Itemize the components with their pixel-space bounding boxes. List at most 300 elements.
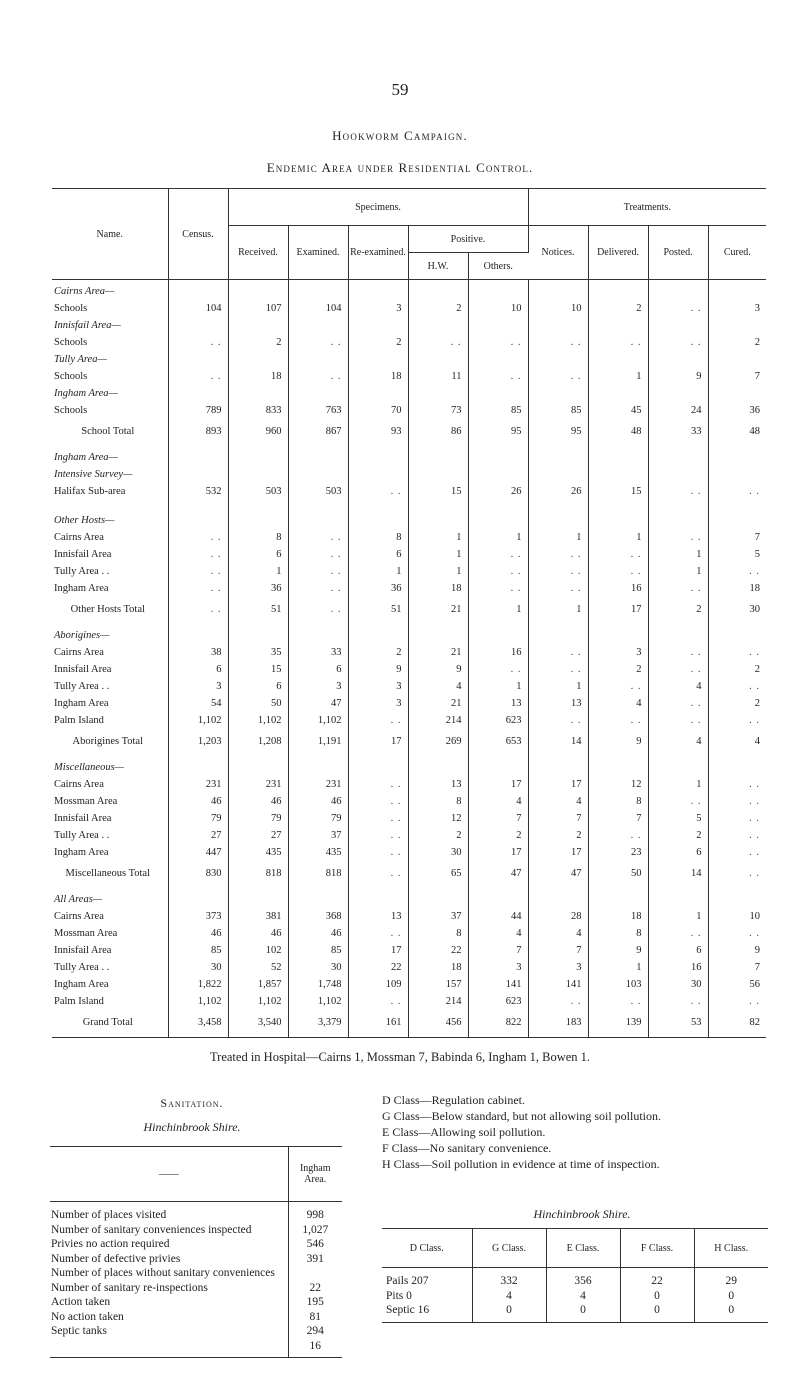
table-cell: 2 (588, 658, 648, 675)
table-cell: . . (648, 990, 708, 1007)
table-cell: 3 (754, 303, 761, 314)
table-cell: . . (468, 331, 528, 348)
h-class-header: H Class. (694, 1229, 768, 1268)
table-cell: . . (168, 560, 228, 577)
table-cell: 33 (648, 416, 708, 446)
sanitation-item-label: Number of sanitary conveniences inspected (51, 1223, 252, 1236)
table-cell: . . (168, 526, 228, 543)
table-cell: 13 (528, 692, 588, 709)
class-definition: D Class—Regulation cabinet. (382, 1093, 525, 1107)
empty-cell (168, 756, 228, 773)
table-cell: . . (348, 790, 408, 807)
table-cell: 37 (288, 824, 348, 841)
section-heading-row (52, 382, 766, 399)
row-name: Tully Area . . (52, 824, 168, 841)
g-class-value: 0 (506, 1304, 512, 1316)
table-cell: 1,102 (288, 990, 348, 1007)
table-cell: 8 (228, 526, 288, 543)
table-cell: 368 (288, 905, 348, 922)
table-row (52, 658, 766, 675)
table-cell: . . (648, 922, 708, 939)
table-row (52, 331, 766, 348)
sanitation-item-label: Number of defective privies (51, 1252, 181, 1265)
total-row (52, 858, 766, 888)
table-cell: 26 (468, 480, 528, 497)
table-cell: 1 (468, 526, 528, 543)
table-cell: 822 (468, 1007, 528, 1038)
table-cell: 183 (528, 1007, 588, 1038)
empty-cell (228, 446, 288, 463)
table-cell: 85 (168, 939, 228, 956)
table-cell: 9 (588, 726, 648, 756)
table-cell: 30 (408, 841, 468, 858)
g-class-value: 332 (500, 1275, 518, 1287)
table-cell: 17 (588, 594, 648, 624)
table-cell: 1 (348, 560, 408, 577)
empty-cell (648, 314, 708, 331)
table-cell: . . (648, 297, 708, 314)
col-reexamined-header: Re-examined. (348, 226, 408, 280)
table-cell: 2 (528, 824, 588, 841)
d-class-header: D Class. (382, 1229, 472, 1268)
row-name: Palm Island (52, 990, 168, 1007)
table-cell: 85 (288, 939, 348, 956)
empty-cell (408, 509, 468, 526)
hookworm-table (52, 188, 766, 1038)
table-cell: 18 (408, 577, 468, 594)
empty-cell (528, 624, 588, 641)
table-cell: 93 (348, 416, 408, 446)
section-heading-row (52, 280, 766, 298)
sanitation-item-label: Number of places without sanitary conveniences (51, 1267, 275, 1279)
empty-cell (348, 314, 408, 331)
table-cell: . . (749, 566, 761, 577)
total-row (52, 726, 766, 756)
table-row (52, 841, 766, 858)
table-cell: 1 (528, 594, 588, 624)
g-class-header: G Class. (472, 1229, 546, 1268)
table-cell: . . (168, 365, 228, 382)
table-cell: 65 (408, 858, 468, 888)
table-cell: . . (468, 577, 528, 594)
table-cell: 1 (588, 365, 648, 382)
table-row (52, 560, 766, 577)
empty-cell (288, 314, 348, 331)
table-cell: 3 (528, 956, 588, 973)
table-cell: 16 (648, 956, 708, 973)
h-class-cell (694, 1268, 768, 1323)
f-class-value: 0 (654, 1289, 660, 1302)
table-cell: 2 (468, 824, 528, 841)
col-delivered-header: Delivered. (588, 226, 648, 280)
table-cell: 27 (228, 824, 288, 841)
table-cell: 13 (468, 692, 528, 709)
table-row (52, 956, 766, 973)
empty-cell (528, 314, 588, 331)
table-cell: 1,822 (168, 973, 228, 990)
table-cell: 104 (168, 297, 228, 314)
e-class-cell (546, 1268, 620, 1323)
empty-cell (168, 280, 228, 298)
table-cell: 70 (348, 399, 408, 416)
empty-cell (468, 314, 528, 331)
table-cell: 4 (648, 726, 708, 756)
sanitation-item-value: 998 (306, 1209, 324, 1221)
empty-cell (348, 509, 408, 526)
table-cell: 818 (288, 858, 348, 888)
empty-cell (648, 382, 708, 399)
table-cell: 9 (408, 658, 468, 675)
table-row (52, 939, 766, 956)
empty-cell (528, 348, 588, 365)
table-cell: 9 (648, 365, 708, 382)
table-cell: . . (348, 841, 408, 858)
empty-cell (228, 280, 288, 298)
sanitation-labels (50, 1202, 288, 1358)
col-hw-header: H.W. (408, 253, 468, 280)
empty-cell (168, 624, 228, 641)
empty-cell (708, 756, 766, 773)
section-heading-row (52, 446, 766, 463)
table-cell: 18 (749, 583, 761, 594)
empty-cell (288, 446, 348, 463)
class-table-row (382, 1268, 768, 1323)
table-cell: 17 (528, 773, 588, 790)
table-cell: 44 (468, 905, 528, 922)
table-cell: 231 (168, 773, 228, 790)
table-cell: 27 (168, 824, 228, 841)
table-cell: . . (528, 365, 588, 382)
table-cell: 7 (468, 807, 528, 824)
table-cell: 7 (754, 532, 761, 543)
sanitation-item-value: 546 (306, 1238, 324, 1250)
table-cell: 435 (228, 841, 288, 858)
table-cell: . . (588, 990, 648, 1007)
table-cell: 14 (528, 726, 588, 756)
table-cell: 45 (588, 399, 648, 416)
table-cell: 1 (468, 594, 528, 624)
table-cell: 1 (408, 526, 468, 543)
g-class-value: 4 (506, 1289, 512, 1302)
table-cell: 2 (228, 331, 288, 348)
table-cell: 2 (754, 337, 761, 348)
empty-cell (588, 888, 648, 905)
class-definition: H Class—Soil pollution in evidence at time of inspection. (382, 1157, 660, 1171)
spacer-cell (528, 497, 588, 509)
table-cell: 7 (754, 371, 761, 382)
table-cell: 18 (228, 365, 288, 382)
empty-cell (228, 509, 288, 526)
empty-cell (528, 463, 588, 480)
table-cell: . . (648, 709, 708, 726)
table-cell: 53 (648, 1007, 708, 1038)
col-examined-header: Examined. (288, 226, 348, 280)
empty-cell (528, 280, 588, 298)
sanitation-item-value: 391 (306, 1252, 324, 1265)
table-cell: 48 (588, 416, 648, 446)
table-cell: 833 (228, 399, 288, 416)
table-cell: 818 (228, 858, 288, 888)
empty-cell (348, 756, 408, 773)
row-name: Innisfail Area (52, 543, 168, 560)
table-cell: 1 (408, 543, 468, 560)
table-cell: . . (749, 996, 761, 1007)
d-class-value: Pails 207 (386, 1275, 429, 1287)
row-name: Innisfail Area (52, 807, 168, 824)
table-cell: . . (588, 824, 648, 841)
table-row (52, 526, 766, 543)
col-received-header: Received. (228, 226, 288, 280)
empty-cell (708, 888, 766, 905)
table-cell: 56 (749, 979, 761, 990)
empty-cell (288, 509, 348, 526)
spacer-cell (288, 497, 348, 509)
table-row (52, 297, 766, 314)
table-cell: 1,857 (228, 973, 288, 990)
table-cell: 73 (408, 399, 468, 416)
table-cell: 2 (588, 297, 648, 314)
empty-cell (408, 756, 468, 773)
row-name: Schools (52, 365, 168, 382)
table-cell: . . (288, 365, 348, 382)
classes-subtitle: Hinchinbrook Shire. (533, 1207, 631, 1221)
table-cell: 50 (228, 692, 288, 709)
table-cell: . . (648, 331, 708, 348)
section-heading: Cairns Area— (52, 280, 168, 298)
table-cell: . . (528, 709, 588, 726)
table-cell: 85 (528, 399, 588, 416)
col-specimens-header: Specimens. (228, 189, 528, 226)
empty-cell (648, 348, 708, 365)
table-cell: 79 (228, 807, 288, 824)
empty-cell (168, 446, 228, 463)
table-cell: 161 (348, 1007, 408, 1038)
table-cell: 3 (348, 675, 408, 692)
table-cell: 51 (348, 594, 408, 624)
table-cell: . . (348, 858, 408, 888)
table-cell: 17 (468, 773, 528, 790)
section-heading: Tully Area— (52, 348, 168, 365)
table-cell: 763 (288, 399, 348, 416)
table-cell: 109 (348, 973, 408, 990)
empty-cell (588, 756, 648, 773)
table-cell: 141 (468, 973, 528, 990)
section-heading: Other Hosts— (52, 509, 168, 526)
row-name: Palm Island (52, 709, 168, 726)
empty-cell (588, 348, 648, 365)
table-row (52, 399, 766, 416)
table-cell: 373 (168, 905, 228, 922)
empty-cell (168, 382, 228, 399)
table-cell: 447 (168, 841, 228, 858)
table-cell: . . (468, 560, 528, 577)
table-cell: 23 (588, 841, 648, 858)
table-cell: 4 (754, 735, 761, 747)
empty-cell (588, 463, 648, 480)
table-cell: 4 (588, 692, 648, 709)
table-cell: . . (528, 560, 588, 577)
table-cell: 16 (588, 577, 648, 594)
row-name: Schools (52, 399, 168, 416)
empty-cell (288, 463, 348, 480)
empty-cell (648, 888, 708, 905)
section-heading-row (52, 624, 766, 641)
col-name-header: Name. (52, 189, 168, 280)
table-cell: 9 (348, 658, 408, 675)
section-heading: Ingham Area— (52, 446, 168, 463)
section-heading-row (52, 509, 766, 526)
table-cell: 6 (288, 658, 348, 675)
table-row (52, 773, 766, 790)
empty-cell (648, 624, 708, 641)
empty-cell (588, 314, 648, 331)
sanitation-item-value: 16 (309, 1339, 321, 1352)
table-cell: 36 (348, 577, 408, 594)
table-cell: . . (588, 331, 648, 348)
table-row (52, 675, 766, 692)
empty-cell (168, 348, 228, 365)
table-row (52, 692, 766, 709)
empty-cell (288, 348, 348, 365)
table-cell: 893 (168, 416, 228, 446)
empty-cell (588, 446, 648, 463)
table-cell: 1 (648, 905, 708, 922)
table-cell: 7 (588, 807, 648, 824)
spacer-cell (648, 497, 708, 509)
empty-cell (168, 463, 228, 480)
empty-cell (708, 509, 766, 526)
table-cell: 1,748 (288, 973, 348, 990)
table-cell: . . (749, 813, 761, 824)
table-cell: 18 (348, 365, 408, 382)
table-cell: 8 (408, 790, 468, 807)
table-cell: 4 (408, 675, 468, 692)
table-cell: . . (648, 790, 708, 807)
empty-cell (708, 624, 766, 641)
section-heading-row (52, 888, 766, 905)
table-cell: 21 (408, 641, 468, 658)
empty-cell (468, 888, 528, 905)
sanitation-item-label: Number of places visited (51, 1209, 167, 1221)
row-name: Tully Area . . (52, 675, 168, 692)
table-cell: 26 (528, 480, 588, 497)
table-cell: . . (648, 692, 708, 709)
empty-cell (168, 888, 228, 905)
empty-cell (228, 463, 288, 480)
spacer-cell (708, 497, 766, 509)
table-row (52, 905, 766, 922)
table-cell: 623 (468, 990, 528, 1007)
row-name: Innisfail Area (52, 658, 168, 675)
d-class-value: Pits 0 (386, 1289, 412, 1302)
table-cell: 2 (754, 664, 761, 675)
table-cell: 17 (468, 841, 528, 858)
table-cell: 1,203 (168, 726, 228, 756)
empty-cell (288, 888, 348, 905)
table-cell: 623 (468, 709, 528, 726)
table-cell: . . (348, 709, 408, 726)
total-row (52, 1007, 766, 1038)
table-cell: 14 (648, 858, 708, 888)
table-cell: . . (648, 480, 708, 497)
empty-cell (408, 280, 468, 298)
empty-cell (528, 509, 588, 526)
table-cell: 3 (588, 641, 648, 658)
table-cell: . . (588, 709, 648, 726)
g-class-cell (472, 1268, 546, 1323)
table-cell: 8 (588, 922, 648, 939)
class-definition: G Class—Below standard, but not allowing soil pollution. (382, 1109, 661, 1123)
table-cell: 1 (588, 956, 648, 973)
table-cell: 503 (288, 480, 348, 497)
table-row (52, 973, 766, 990)
table-row (52, 480, 766, 497)
sanitation-item-value: 22 (309, 1281, 321, 1294)
table-cell: 269 (408, 726, 468, 756)
empty-cell (348, 446, 408, 463)
table-cell: 867 (288, 416, 348, 446)
table-cell: 15 (588, 480, 648, 497)
table-cell: 139 (588, 1007, 648, 1038)
empty-cell (528, 756, 588, 773)
row-name: Cairns Area (52, 641, 168, 658)
table-row (52, 709, 766, 726)
empty-cell (348, 888, 408, 905)
table-cell: 2 (348, 641, 408, 658)
table-cell: . . (288, 560, 348, 577)
empty-cell (408, 348, 468, 365)
page-subheading: Endemic Area under Residential Control. (266, 160, 534, 175)
table-cell: 7 (528, 807, 588, 824)
empty-cell (468, 624, 528, 641)
table-cell: . . (348, 807, 408, 824)
table-cell: 231 (288, 773, 348, 790)
table-cell: 104 (288, 297, 348, 314)
empty-cell (468, 280, 528, 298)
spacer-cell (52, 497, 168, 509)
table-cell: 157 (408, 973, 468, 990)
f-class-value: 0 (654, 1304, 660, 1316)
table-cell: . . (588, 560, 648, 577)
table-cell: . . (348, 824, 408, 841)
table-cell: 46 (228, 922, 288, 939)
table-cell: 12 (408, 807, 468, 824)
table-cell: . . (749, 847, 761, 858)
e-class-value: 356 (574, 1275, 592, 1287)
empty-cell (708, 314, 766, 331)
table-header (52, 189, 766, 280)
table-cell: 79 (288, 807, 348, 824)
col-posted-header: Posted. (648, 226, 708, 280)
empty-cell (408, 624, 468, 641)
table-cell: . . (468, 658, 528, 675)
table-body (52, 280, 766, 1038)
table-cell: 51 (228, 594, 288, 624)
table-cell: 10 (749, 911, 761, 922)
table-cell: 1,102 (168, 709, 228, 726)
table-cell: 13 (348, 905, 408, 922)
table-cell: 381 (228, 905, 288, 922)
sanitation-item-label: No action taken (51, 1310, 124, 1323)
row-name: Innisfail Area (52, 939, 168, 956)
empty-cell (408, 314, 468, 331)
table-cell: 46 (168, 790, 228, 807)
e-class-header: E Class. (546, 1229, 620, 1268)
empty-cell (408, 382, 468, 399)
section-heading: Aborigines— (52, 624, 168, 641)
section-heading-row (52, 314, 766, 331)
section-heading: Miscellaneous— (52, 756, 168, 773)
